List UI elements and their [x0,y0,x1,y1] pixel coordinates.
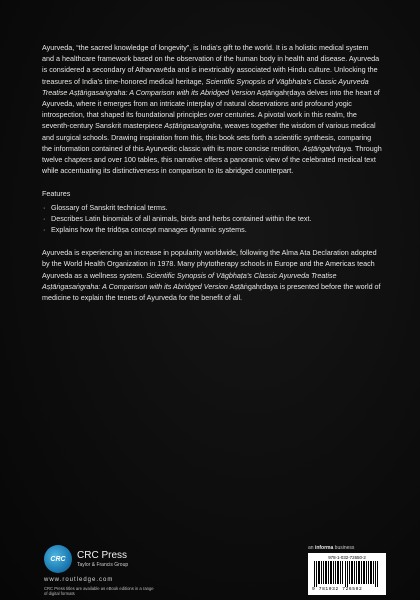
informa-tagline [308,545,354,551]
publisher-logo [44,545,128,573]
feature-item [42,224,382,235]
ebook-note: CRC Press titles are available as eBook editions in a range of digital formats [44,586,154,597]
press-group: Taylor & Francis Group [77,561,129,568]
bullet-icon: · [43,202,46,212]
feature-item [42,213,382,224]
cover-footer [0,520,420,600]
cover-text [42,42,382,303]
isbn-barcode-digits: 9 781032 726502 [312,587,363,592]
book-title-italic: Scientific Synopsis of Vāgbhaṭa’s Classic Ayurveda Treatise Aṣṭāṅgasaṅgraha: A Comparison with its Abridged Version [42,76,369,97]
intro-paragraph [42,42,382,176]
crc-logo-icon: CRC [44,545,72,573]
astangasangraha-italic: Aṣṭāṅgasaṅgraha, [164,121,223,131]
publisher-url: www.routledge.com [44,577,114,583]
informa-suffix: business [333,545,355,551]
astangahrdaya-italic: Aṣṭāṅgahṛdaya. [302,143,354,153]
publisher-name-block [77,550,128,569]
features-heading: Features [42,189,71,199]
feature-text: Explains how the tridōṣa concept manages dynamic systems. [51,225,247,235]
informa-brand: informa [314,545,334,551]
book-title-italic: Scientific Synopsis of Vāgbhaṭa’s Classic Ayurveda Treatise Aṣṭāṅgasaṅgraha: A Comparison with its Abridged Version [42,270,337,291]
intro-text-4: Through twelve chapters and over 100 tables, this narrative offers a panoramic view of the celebrated medical text while accentuating its distinctiveness in comparison to its abridged counterpart. [42,143,382,176]
closing-text-1: Ayurveda is experiencing an increase in popularity worldwide, following the Alma Ata Declaration adopted by the World Health Organization in 1978. Many phytotherapy schools in Europe and the Americas teach Ayurveda as a wellness system. [42,248,377,280]
isbn-barcode [308,553,386,595]
isbn-number: 978-1-032-72650-2 [328,555,366,560]
closing-text-2: Aṣṭāṅgahṛdaya is presented before the world of medicine to explain the tenets of Ayurveda for the benefit of all. [42,281,381,303]
bullet-icon: · [43,213,46,223]
intro-text-3: weaves together the wisdom of various medical and surgical schools. Drawing inspiration from this, this book sets forth a scientific synthesis, comparing the information contained of this Ayurvedic classic with its more concise rendition, [42,121,376,153]
closing-paragraph [42,247,382,303]
bullet-icon: · [43,225,46,235]
feature-item [42,202,382,213]
intro-text-1: Ayurveda, “the sacred knowledge of longevity”, is India’s gift to the world. It is a holistic medical system and a healthcare framework based on the observation of the human body in health and disease. Ayurveda is considered a secondary of Atharvavēda and is inextricably associated with Hindu culture. Unlocking the treasures of India’s time-honored medical heritage, [42,43,380,86]
intro-text-2: Aṣṭāṅgahṛdaya delves into the heart of Ayurveda, where it emerges from an intricate interplay of natural observations and profound yogic introspection, that shaped its foundational principles over centuries. A pivotal work in this realm, the seventh-century Sanskrit masterpiece [42,87,380,131]
features-list [42,202,382,236]
feature-text: Describes Latin binomials of all animals, birds and herbs contained within the text. [51,213,312,223]
barcode-icon [312,561,382,587]
feature-text: Glossary of Sanskrit technical terms. [51,202,168,212]
press-name: CRC Press [77,549,128,561]
informa-prefix: an [308,545,315,551]
